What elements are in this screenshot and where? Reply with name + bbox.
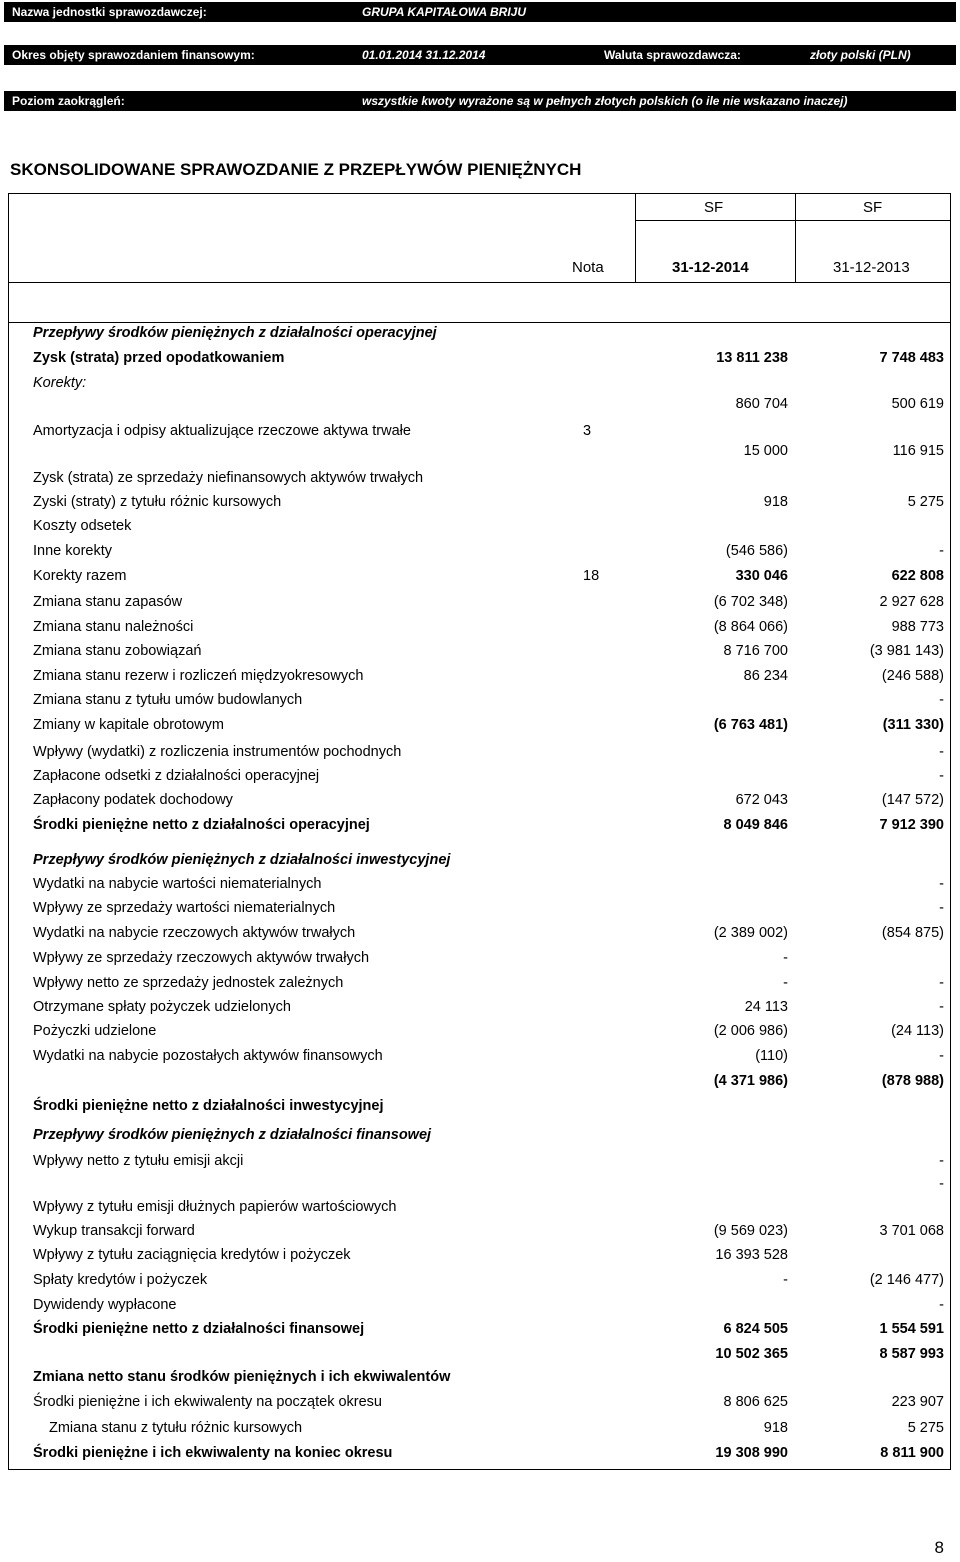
row-label: Środki pieniężne i ich ekwiwalenty na koniec okresu — [33, 1445, 393, 1461]
table-row — [0, 768, 960, 790]
row-value-2013: - — [939, 876, 944, 892]
row-value-2013: 223 907 — [891, 1394, 944, 1410]
header-divider — [8, 322, 951, 323]
table-row — [0, 852, 960, 874]
row-value-2013: - — [939, 975, 944, 991]
row-value-2014: 8 806 625 — [723, 1394, 788, 1410]
row-label: Wydatki na nabycie wartości niematerialnych — [33, 876, 322, 892]
row-note: 3 — [583, 423, 592, 439]
table-row — [0, 975, 960, 997]
table-row — [0, 717, 960, 739]
row-value-2013: (147 572) — [881, 792, 944, 808]
row-value-2013: 7 912 390 — [879, 817, 944, 833]
row-value-2014: 16 393 528 — [715, 1247, 788, 1263]
row-value-2013: 500 619 — [891, 396, 944, 412]
row-value-2014: (9 569 023) — [713, 1223, 788, 1239]
row-value-2013: 8 587 993 — [879, 1346, 944, 1362]
row-label: Wydatki na nabycie pozostałych aktywów finansowych — [33, 1048, 383, 1064]
table-row — [0, 423, 960, 445]
row-value-2013: 7 748 483 — [879, 350, 944, 366]
row-label: Korekty: — [33, 375, 87, 391]
column-divider — [635, 193, 636, 282]
row-value-2014: (110) — [755, 1048, 788, 1064]
row-value-2013: - — [939, 1048, 944, 1064]
row-note: 18 — [583, 568, 600, 584]
row-value-2014: (4 371 986) — [713, 1073, 788, 1089]
table-row — [0, 692, 960, 714]
row-value-2013: (854 875) — [881, 925, 944, 941]
row-value-2014: 860 704 — [735, 396, 788, 412]
period-value: 01.01.2014 31.12.2014 — [362, 48, 486, 62]
row-value-2013: - — [939, 744, 944, 760]
page-number: 8 — [934, 1538, 944, 1557]
header-entity-bar — [4, 2, 956, 22]
row-value-2014: (6 702 348) — [713, 594, 788, 610]
currency-value: złoty polski (PLN) — [810, 48, 911, 62]
entity-value: GRUPA KAPITAŁOWA BRIJU — [362, 5, 526, 19]
row-value-2013: (2 146 477) — [869, 1272, 944, 1288]
table-row — [0, 568, 960, 590]
row-value-2014: (2 389 002) — [713, 925, 788, 941]
row-value-2014: - — [783, 1272, 788, 1288]
table-row — [0, 925, 960, 947]
row-label: Środki pieniężne netto z działalności inwestycyjnej — [33, 1098, 384, 1114]
table-row — [0, 1223, 960, 1245]
column-header-date-2014: 31-12-2014 — [672, 259, 749, 276]
period-label: Okres objęty sprawozdaniem finansowym: — [12, 48, 255, 62]
row-value-2014: - — [783, 950, 788, 966]
page-title: SKONSOLIDOWANE SPRAWOZDANIE Z PRZEPŁYWÓW PIENIĘŻNYCH — [10, 160, 582, 179]
row-value-2014: 15 000 — [743, 443, 788, 459]
row-value-2013: - — [939, 768, 944, 784]
row-value-2013: 8 811 900 — [880, 1445, 944, 1461]
table-row — [0, 1247, 960, 1269]
table-row — [0, 350, 960, 372]
row-value-2014: 8 049 846 — [723, 817, 788, 833]
row-label: Wykup transakcji forward — [33, 1223, 195, 1239]
row-label: Zapłacone odsetki z działalności operacyjnej — [33, 768, 320, 784]
column-header-sf-2013: SF — [863, 199, 883, 216]
row-label: Wpływy z tytułu emisji dłużnych papierów wartościowych — [33, 1199, 397, 1215]
row-value-2013: (24 113) — [891, 1023, 944, 1039]
row-label: Dywidendy wypłacone — [33, 1297, 177, 1313]
table-row — [0, 1420, 960, 1442]
table-row — [0, 1297, 960, 1319]
row-value-2013: 5 275 — [907, 494, 944, 510]
row-value-2014: 918 — [763, 1420, 788, 1436]
table-row — [0, 668, 960, 690]
row-value-2013: 988 773 — [891, 619, 944, 635]
row-label: Zmiana stanu należności — [33, 619, 194, 635]
row-value-2013: (3 981 143) — [869, 643, 944, 659]
row-value-2013: - — [939, 1176, 944, 1192]
table-row — [0, 443, 960, 465]
row-label: Inne korekty — [33, 543, 112, 559]
row-value-2014: 8 716 700 — [723, 643, 788, 659]
row-label: Zmiana stanu z tytułu umów budowlanych — [33, 692, 303, 708]
row-label: Zmiana stanu zobowiązań — [33, 643, 202, 659]
row-value-2013: - — [939, 999, 944, 1015]
row-label: Wpływy netto z tytułu emisji akcji — [33, 1153, 244, 1169]
row-label: Wpływy ze sprzedaży rzeczowych aktywów trwałych — [33, 950, 370, 966]
row-value-2014: (2 006 986) — [713, 1023, 788, 1039]
row-value-2013: 1 554 591 — [879, 1321, 944, 1337]
table-row — [0, 1073, 960, 1095]
header-divider — [635, 220, 951, 221]
table-row — [0, 1445, 960, 1467]
table-row — [0, 494, 960, 516]
table-row — [0, 1394, 960, 1416]
row-label: Zmiana netto stanu środków pieniężnych i ich ekwiwalentów — [33, 1369, 451, 1385]
row-label: Przepływy środków pieniężnych z działalności operacyjnej — [33, 325, 437, 341]
row-value-2013: (246 588) — [881, 668, 944, 684]
row-value-2013: (878 988) — [881, 1073, 944, 1089]
table-row — [0, 619, 960, 641]
row-value-2013: - — [939, 900, 944, 916]
row-value-2013: - — [939, 692, 944, 708]
header-period-bar — [4, 45, 956, 65]
row-label: Korekty razem — [33, 568, 127, 584]
row-value-2014: 24 113 — [744, 999, 788, 1015]
header-divider — [8, 282, 951, 283]
row-value-2013: (311 330) — [882, 717, 944, 733]
row-value-2014: 918 — [763, 494, 788, 510]
rounding-label: Poziom zaokrągleń: — [12, 94, 125, 108]
row-label: Zysk (strata) przed opodatkowaniem — [33, 350, 285, 366]
row-value-2014: 330 046 — [735, 568, 788, 584]
row-value-2014: 672 043 — [735, 792, 788, 808]
table-row — [0, 1199, 960, 1221]
table-row — [0, 1369, 960, 1391]
table-row — [0, 999, 960, 1021]
row-label: Zmiana stanu rezerw i rozliczeń międzyokresowych — [33, 668, 364, 684]
row-value-2013: - — [939, 543, 944, 559]
row-value-2014: 86 234 — [743, 668, 788, 684]
table-row — [0, 325, 960, 347]
row-label: Koszty odsetek — [33, 518, 132, 534]
table-row — [0, 1023, 960, 1045]
table-row — [0, 900, 960, 922]
column-header-note: Nota — [572, 259, 604, 276]
table-row — [0, 1346, 960, 1368]
table-row — [0, 1098, 960, 1120]
row-value-2013: 2 927 628 — [879, 594, 944, 610]
table-row — [0, 950, 960, 972]
table-row — [0, 817, 960, 839]
table-row — [0, 594, 960, 616]
row-label: Spłaty kredytów i pożyczek — [33, 1272, 208, 1288]
row-label: Zmiana stanu zapasów — [33, 594, 183, 610]
row-label: Zysk (strata) ze sprzedaży niefinansowych aktywów trwałych — [33, 470, 424, 486]
table-row — [0, 876, 960, 898]
entity-label: Nazwa jednostki sprawozdawczej: — [12, 5, 207, 19]
row-label: Środki pieniężne i ich ekwiwalenty na początek okresu — [33, 1394, 382, 1410]
table-row — [0, 543, 960, 565]
rounding-value: wszystkie kwoty wyrażone są w pełnych złotych polskich (o ile nie wskazano inaczej) — [362, 94, 848, 108]
row-label: Amortyzacja i odpisy aktualizujące rzeczowe aktywa trwałe — [33, 423, 411, 439]
table-row — [0, 396, 960, 418]
table-row — [0, 518, 960, 540]
row-label: Pożyczki udzielone — [33, 1023, 157, 1039]
row-label: Przepływy środków pieniężnych z działalności inwestycyjnej — [33, 852, 451, 868]
row-value-2014: (8 864 066) — [713, 619, 788, 635]
table-row — [0, 1127, 960, 1149]
table-row — [0, 744, 960, 766]
row-label: Środki pieniężne netto z działalności operacyjnej — [33, 817, 370, 833]
row-label: Otrzymane spłaty pożyczek udzielonych — [33, 999, 291, 1015]
row-label: Przepływy środków pieniężnych z działalności finansowej — [33, 1127, 432, 1143]
row-label: Wydatki na nabycie rzeczowych aktywów trwałych — [33, 925, 356, 941]
row-label: Zapłacony podatek dochodowy — [33, 792, 233, 808]
row-label: Zmiana stanu z tytułu różnic kursowych — [49, 1420, 303, 1436]
row-label: Wpływy netto ze sprzedaży jednostek zależnych — [33, 975, 344, 991]
table-row — [0, 470, 960, 492]
row-value-2014: 13 811 238 — [716, 350, 788, 366]
row-value-2013: 3 701 068 — [879, 1223, 944, 1239]
header-rounding-bar — [4, 91, 956, 111]
row-value-2013: - — [939, 1153, 944, 1169]
row-value-2014: (6 763 481) — [713, 717, 788, 733]
table-row — [0, 643, 960, 665]
table-row — [0, 792, 960, 814]
row-value-2013: 116 915 — [892, 443, 944, 459]
row-value-2014: 19 308 990 — [715, 1445, 788, 1461]
row-value-2014: 10 502 365 — [715, 1346, 788, 1362]
table-row — [0, 1321, 960, 1343]
row-value-2014: 6 824 505 — [723, 1321, 788, 1337]
row-value-2013: 5 275 — [907, 1420, 944, 1436]
table-row — [0, 1048, 960, 1070]
row-label: Środki pieniężne netto z działalności finansowej — [33, 1321, 365, 1337]
row-value-2014: - — [783, 975, 788, 991]
column-header-sf-2014: SF — [704, 199, 724, 216]
row-value-2014: (546 586) — [725, 543, 788, 559]
currency-label: Waluta sprawozdawcza: — [604, 48, 741, 62]
row-label: Wpływy ze sprzedaży wartości niematerialnych — [33, 900, 336, 916]
table-row — [0, 1272, 960, 1294]
column-divider — [795, 193, 796, 282]
table-row — [0, 1176, 960, 1198]
row-label: Zyski (straty) z tytułu różnic kursowych — [33, 494, 282, 510]
row-value-2013: 622 808 — [891, 568, 944, 584]
row-label: Wpływy z tytułu zaciągnięcia kredytów i pożyczek — [33, 1247, 351, 1263]
row-value-2013: - — [939, 1297, 944, 1313]
row-label: Wpływy (wydatki) z rozliczenia instrumentów pochodnych — [33, 744, 402, 760]
table-row — [0, 375, 960, 397]
row-label: Zmiany w kapitale obrotowym — [33, 717, 224, 733]
column-header-date-2013: 31-12-2013 — [833, 259, 910, 276]
table-row — [0, 1153, 960, 1175]
